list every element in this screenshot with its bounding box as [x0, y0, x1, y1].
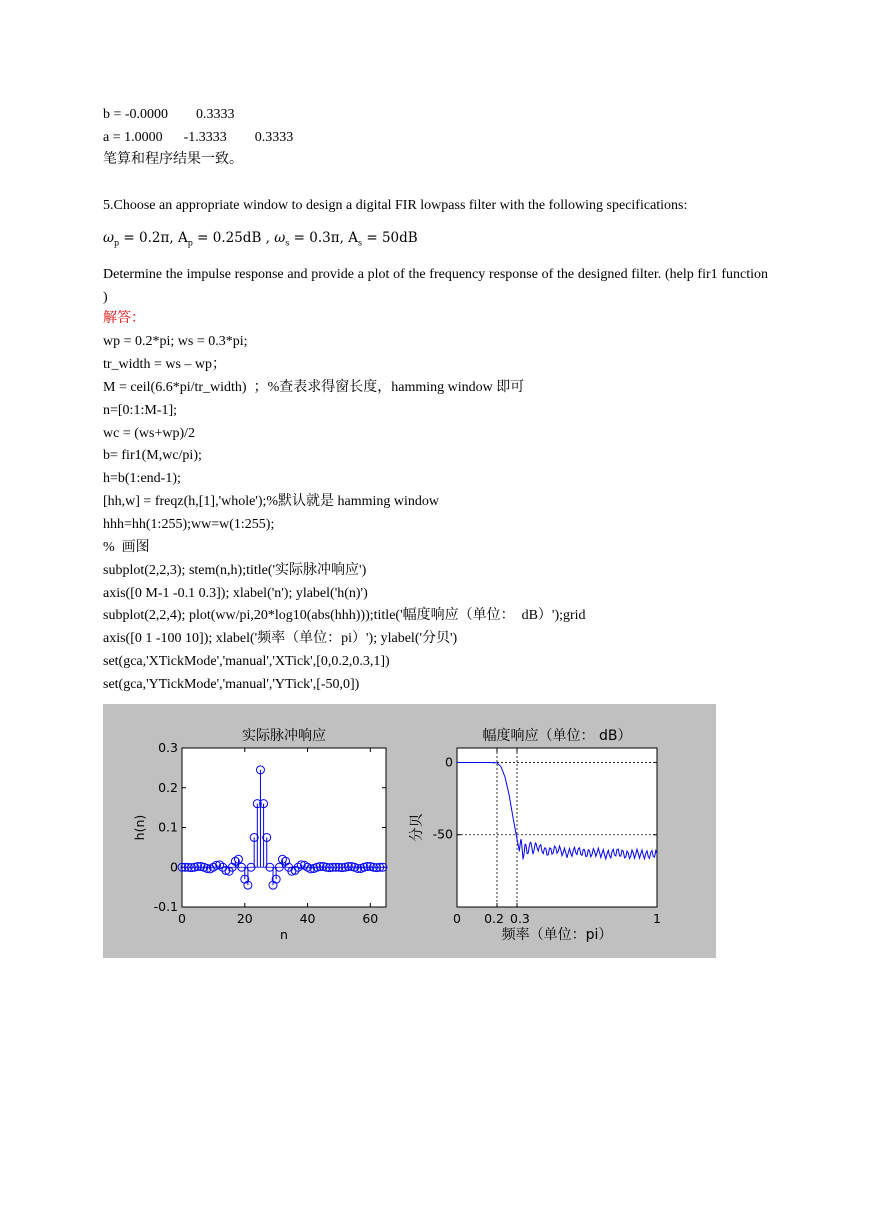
result-a-line: a = 1.0000 -1.3333 0.3333 [103, 130, 294, 145]
code-line: M = ceil(6.6*pi/tr_width) ；%查表求得窗长度，hamming window 即可 [103, 380, 525, 395]
y-tick-label: -0.1 [153, 899, 178, 914]
code-line: b= fir1(M,wc/pi); [103, 448, 202, 463]
code-line: set(gca,'XTickMode','manual','XTick',[0,0.2,0.3,1]) [103, 654, 390, 669]
As-subscript: s [357, 238, 363, 248]
x-tick-label: 60 [362, 911, 379, 926]
consistency-note: 笔算和程序结果一致。 [103, 152, 243, 167]
p-subscript: p [114, 238, 120, 248]
x-tick-label: 0.3 [510, 911, 530, 926]
x-tick-label: 40 [299, 911, 316, 926]
y-axis-label: h(n) [132, 814, 147, 841]
y-tick-label: -50 [432, 826, 453, 842]
code-line: wp = 0.2*pi; ws = 0.3*pi; [103, 334, 248, 349]
x-tick-label: 0 [453, 911, 461, 926]
y-tick-label: 0 [445, 754, 453, 770]
matlab-figure [103, 704, 716, 958]
code-line: set(gca,'YTickMode','manual','YTick',[-50,0]) [103, 677, 360, 692]
chart-title: 实际脉冲响应 [242, 728, 326, 744]
As-value: = 50dB [362, 230, 418, 246]
code-line: hhh=hh(1:255);ww=w(1:255); [103, 517, 275, 532]
omega-s-value: = 0.3π, [289, 230, 349, 246]
result-b-line: b = -0.0000 0.3333 [103, 107, 235, 122]
s-subscript: s [285, 238, 290, 248]
x-axis-label: n [280, 927, 288, 942]
y-tick-label: 0.3 [158, 740, 178, 755]
x-axis-label: 频率（单位：pi） [501, 927, 613, 943]
code-line: tr_width = ws – wp； [103, 357, 227, 372]
x-tick-label: 1 [653, 911, 661, 926]
omega-s-symbol: ω [274, 230, 286, 246]
Ap-symbol: A [177, 230, 188, 246]
code-line: [hh,w] = freqz(h,[1],'whole');%默认就是 hamming window [103, 494, 440, 509]
answer-label: 解答： [103, 311, 145, 326]
spec-formula [103, 229, 418, 253]
code-line: n=[0:1:M-1]; [103, 403, 177, 418]
code-line: h=b(1:end-1); [103, 471, 181, 486]
y-axis-label: 分贝 [409, 813, 425, 842]
x-tick-label: 0 [178, 911, 186, 926]
y-tick-label: 0.2 [158, 779, 178, 795]
figure-canvas [103, 704, 716, 958]
code-line: axis([0 1 -100 10]); xlabel('频率（单位：pi）'); ylabel('分贝') [103, 631, 458, 646]
problem-statement: 5.Choose an appropriate window to design a digital FIR lowpass filter with the following specifications: [103, 198, 688, 213]
Ap-value: = 0.25dB , [192, 230, 275, 246]
omega-p-value: = 0.2π, [119, 230, 178, 246]
As-symbol: A [348, 230, 358, 246]
code-line: axis([0 M-1 -0.1 0.3]); xlabel('n'); ylabel('h(n)') [103, 586, 368, 601]
code-line: wc = (ws+wp)/2 [103, 426, 195, 441]
Ap-subscript: p [187, 238, 193, 248]
omega-p-symbol: ω [103, 230, 115, 246]
y-tick-label: 0.1 [158, 819, 178, 835]
x-tick-label: 20 [236, 911, 253, 926]
x-tick-label: 0.2 [484, 911, 504, 926]
y-tick-label: 0 [170, 859, 178, 875]
chart-title: 幅度响应（单位： dB） [482, 728, 632, 744]
code-line: subplot(2,2,3); stem(n,h);title('实际脉冲响应') [103, 563, 367, 578]
plot-area-1 [457, 748, 657, 907]
code-line: subplot(2,2,4); plot(ww/pi,20*log10(abs(hhh)));title('幅度响应（单位： dB）');grid [103, 608, 586, 623]
code-line: % 画图 [103, 540, 150, 555]
problem-question: Determine the impulse response and provide a plot of the frequency response of the designed filter. (help fir1 function ) [103, 267, 768, 305]
plot-area-0 [182, 748, 386, 907]
